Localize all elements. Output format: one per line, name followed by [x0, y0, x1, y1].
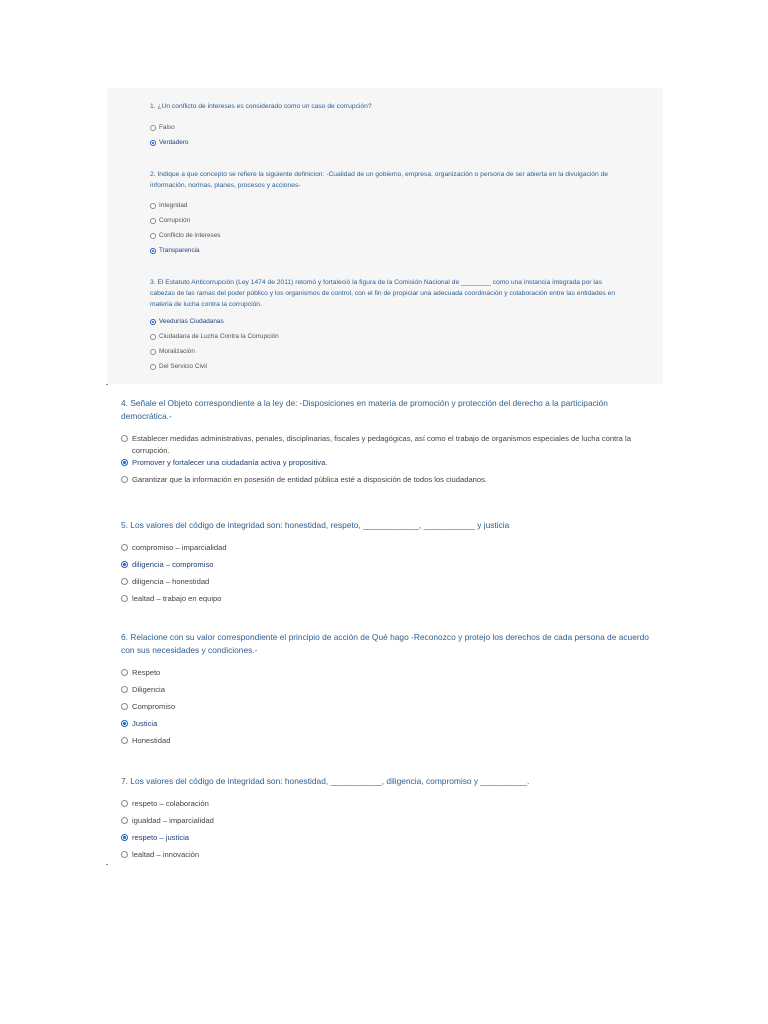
radio-unchecked-icon[interactable]	[121, 851, 128, 858]
option-item[interactable]	[121, 433, 646, 457]
radio-unchecked-icon[interactable]	[150, 364, 156, 370]
question-4	[121, 397, 651, 491]
radio-checked-icon[interactable]	[121, 561, 128, 568]
option-label: Honestidad	[132, 736, 171, 745]
radio-unchecked-icon[interactable]	[150, 218, 156, 224]
option-label: diligencia – honestidad	[132, 577, 210, 586]
option-label: Falso	[159, 124, 175, 131]
option-item[interactable]	[121, 474, 646, 491]
option-label: Verdadero	[159, 139, 189, 146]
radio-unchecked-icon[interactable]	[121, 800, 128, 807]
option-label: diligencia – compromiso	[132, 560, 214, 569]
option-item[interactable]	[121, 576, 651, 593]
question-5	[121, 519, 651, 610]
radio-unchecked-icon[interactable]	[150, 349, 156, 355]
question-title: 2. Indique a que concepto se refiere la siguiente definicion: -Cualidad de un gobierno, empresa, organización o persona de ser abierta en la divulgación de información, normas, planes, procesos y acciones-	[150, 171, 609, 189]
option-item[interactable]	[121, 667, 651, 684]
radio-checked-icon[interactable]	[121, 459, 128, 466]
question-title: 1. ¿Un conflicto de intereses es considerado como un caso de corrupción?	[150, 103, 372, 110]
options-list	[150, 202, 620, 262]
options-list	[121, 667, 651, 752]
radio-unchecked-icon[interactable]	[121, 544, 128, 551]
option-label: compromiso – imparcialidad	[132, 543, 227, 552]
radio-unchecked-icon[interactable]	[121, 737, 128, 744]
options-list	[150, 124, 620, 154]
options-list	[121, 542, 651, 610]
option-label: Veedurías Ciudadanas	[159, 318, 224, 325]
radio-unchecked-icon[interactable]	[121, 435, 128, 442]
options-list	[121, 798, 651, 866]
option-label: Integridad	[159, 202, 188, 209]
question-title: 3. El Estatuto Anticorrupción (Ley 1474 de 2011) retomó y fortaleció la figura de la Comisión Nacional de ________ como una instancia integrada por las cabezas de las ramas del poder público y los organismos de control, con el fin de propiciar una adecuada coordinación y colaboración entre las entidades en materia de lucha contra la corrupción.	[150, 279, 616, 308]
option-item[interactable]	[150, 232, 620, 247]
options-list	[150, 318, 620, 378]
option-item[interactable]	[150, 318, 620, 333]
option-label: respeto – colaboración	[132, 799, 209, 808]
option-label: Corrupción	[159, 217, 191, 224]
scan-mark	[106, 864, 108, 865]
option-label: igualdad – imparcialidad	[132, 816, 214, 825]
radio-unchecked-icon[interactable]	[121, 817, 128, 824]
option-item[interactable]	[121, 735, 651, 752]
question-title: 7. Los valores del código de integridad son: honestidad, ___________, diligencia, compromiso y __________.	[121, 776, 530, 786]
radio-unchecked-icon[interactable]	[121, 703, 128, 710]
question-title: 5. Los valores del código de integridad son: honestidad, respeto, ____________, ___________ y justicia	[121, 520, 510, 530]
radio-unchecked-icon[interactable]	[150, 334, 156, 340]
option-item[interactable]	[121, 701, 651, 718]
radio-unchecked-icon[interactable]	[121, 686, 128, 693]
radio-checked-icon[interactable]	[150, 248, 156, 254]
question-3	[150, 277, 620, 378]
radio-unchecked-icon[interactable]	[121, 669, 128, 676]
option-item[interactable]	[121, 542, 651, 559]
scan-mark	[106, 384, 108, 385]
radio-checked-icon[interactable]	[121, 720, 128, 727]
question-7	[121, 775, 651, 866]
option-label: Conflicto de intereses	[159, 232, 221, 239]
radio-unchecked-icon[interactable]	[150, 125, 156, 131]
radio-unchecked-icon[interactable]	[150, 233, 156, 239]
option-item[interactable]	[121, 718, 651, 735]
options-list	[121, 433, 646, 491]
option-item[interactable]	[121, 457, 646, 474]
option-label: Transparencia	[159, 247, 200, 254]
option-label: Garantizar que la información en posesión de entidad pública esté a disposición de todos los ciudadanos.	[132, 475, 488, 484]
option-item[interactable]	[150, 139, 620, 154]
radio-checked-icon[interactable]	[150, 319, 156, 325]
option-label: Establecer medidas administrativas, penales, disciplinarias, fiscales y pedagógicas, así como el trabajo de organismos especiales de lucha contra la corrupción.	[132, 434, 631, 455]
option-item[interactable]	[121, 849, 651, 866]
option-label: Moralización	[159, 348, 195, 355]
option-item[interactable]	[121, 832, 651, 849]
question-6	[121, 631, 651, 752]
option-item[interactable]	[121, 593, 651, 610]
option-label: Diligencia	[132, 685, 165, 694]
option-item[interactable]	[121, 559, 651, 576]
radio-unchecked-icon[interactable]	[121, 595, 128, 602]
option-item[interactable]	[121, 684, 651, 701]
radio-unchecked-icon[interactable]	[121, 476, 128, 483]
option-item[interactable]	[121, 798, 651, 815]
radio-checked-icon[interactable]	[150, 140, 156, 146]
option-item[interactable]	[150, 333, 620, 348]
option-item[interactable]	[121, 815, 651, 832]
option-item[interactable]	[150, 247, 620, 262]
option-label: lealtad – innovación	[132, 850, 200, 859]
option-item[interactable]	[150, 363, 620, 378]
option-label: Respeto	[132, 668, 161, 677]
option-label: Ciudadana de Lucha Contra la Corrupción	[159, 333, 279, 340]
option-label: Del Servicio Civil	[159, 363, 207, 370]
question-2	[150, 169, 620, 262]
option-label: Promover y fortalecer una ciudadanía activa y propositiva.	[132, 458, 328, 467]
option-label: Justicia	[132, 719, 158, 728]
option-item[interactable]	[150, 348, 620, 363]
option-item[interactable]	[150, 124, 620, 139]
question-1	[150, 101, 620, 154]
option-item[interactable]	[150, 217, 620, 232]
question-title: 6. Relacione con su valor correspondiente el principio de acción de Qué hago -Reconozco y protejo los derechos de cada persona de acuerdo con sus necesidades y condiciones.-	[121, 632, 649, 655]
option-label: respeto – justicia	[132, 833, 189, 842]
radio-checked-icon[interactable]	[121, 834, 128, 841]
option-label: lealtad – trabajo en equipo	[132, 594, 222, 603]
option-item[interactable]	[150, 202, 620, 217]
radio-unchecked-icon[interactable]	[150, 203, 156, 209]
radio-unchecked-icon[interactable]	[121, 578, 128, 585]
question-title: 4. Señale el Objeto correspondiente a la ley de: -Disposiciones en materia de promoción y protección del derecho a la participación democrática.-	[121, 398, 608, 421]
option-label: Compromiso	[132, 702, 176, 711]
